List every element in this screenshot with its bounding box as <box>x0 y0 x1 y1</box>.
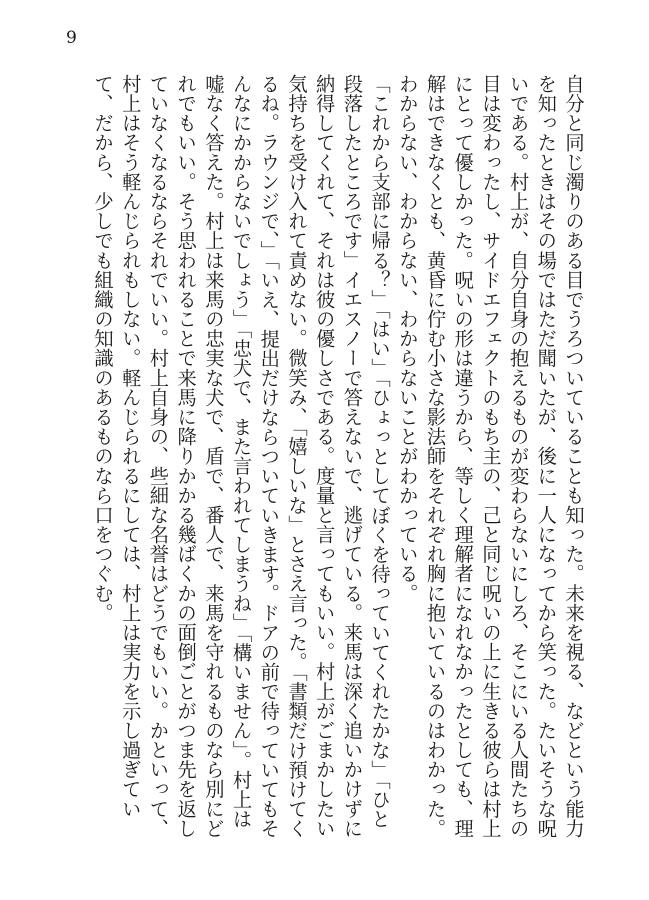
paragraph-1: 自分と同じ濁りのある目でうろついていることも知った。未来を視る、などという能力を知ったときはその場ではただ聞いたが、後に一人になってから笑った。たいそうな呪いである。村上が、自分自身の抱えるものが変わらないにしろ、そこにいる人間たちの目は変わったし、サイドエフェクトのもち主の、己と同じ呪いの上に生きる彼らは村上にとって優しかった。呪いの形は違うから、等しく理解者になれなかったとしても、理解はできなくとも、黄昏に佇む小さな影法師をそれぞれ胸に抱いているのはわかった。わからない、わからない、わからないことがわかっている。 <box>395 74 585 839</box>
page-number: 9 <box>66 28 77 48</box>
body-text <box>57 74 587 846</box>
paragraph-2: 「これから支部に帰る？」「はい」「ひょっとしてぼくを待っていてくれたかな」「ひと段落したところです」イエスノーで答えないで、逃げている。来馬は深く追いかけずに納得してくれて、それは彼の優しさである。度量と言ってもいい。村上がごまかしたい気持ちを受け入れて責めない。微笑み、「嬉しいな」とさえ言った。「書類だけ預けてくるね。ラウンジで、」「いえ、提出だけならついていきます。ドアの前で待っていてもそんなにかからないでしょう」「忠犬で、また言われてしまうね」「構いません」。村上は嘘なく答えた。村上は来馬の忠実な犬で、盾で、番人で、来馬を守れるものなら別にどれでもいい。そう思われることで来馬に降りかかる幾ばくかの面倒ごとがつま先を返していなくなるならそれでいい。村上自身の、些細な名誉はどうでもいい。かといって、村上はそう軽んじられもしない。軽んじられるにしては、村上は実力を示し過ぎていて、だから、少しでも組織の知識のあるものなら口をつぐむ。 <box>91 74 392 839</box>
